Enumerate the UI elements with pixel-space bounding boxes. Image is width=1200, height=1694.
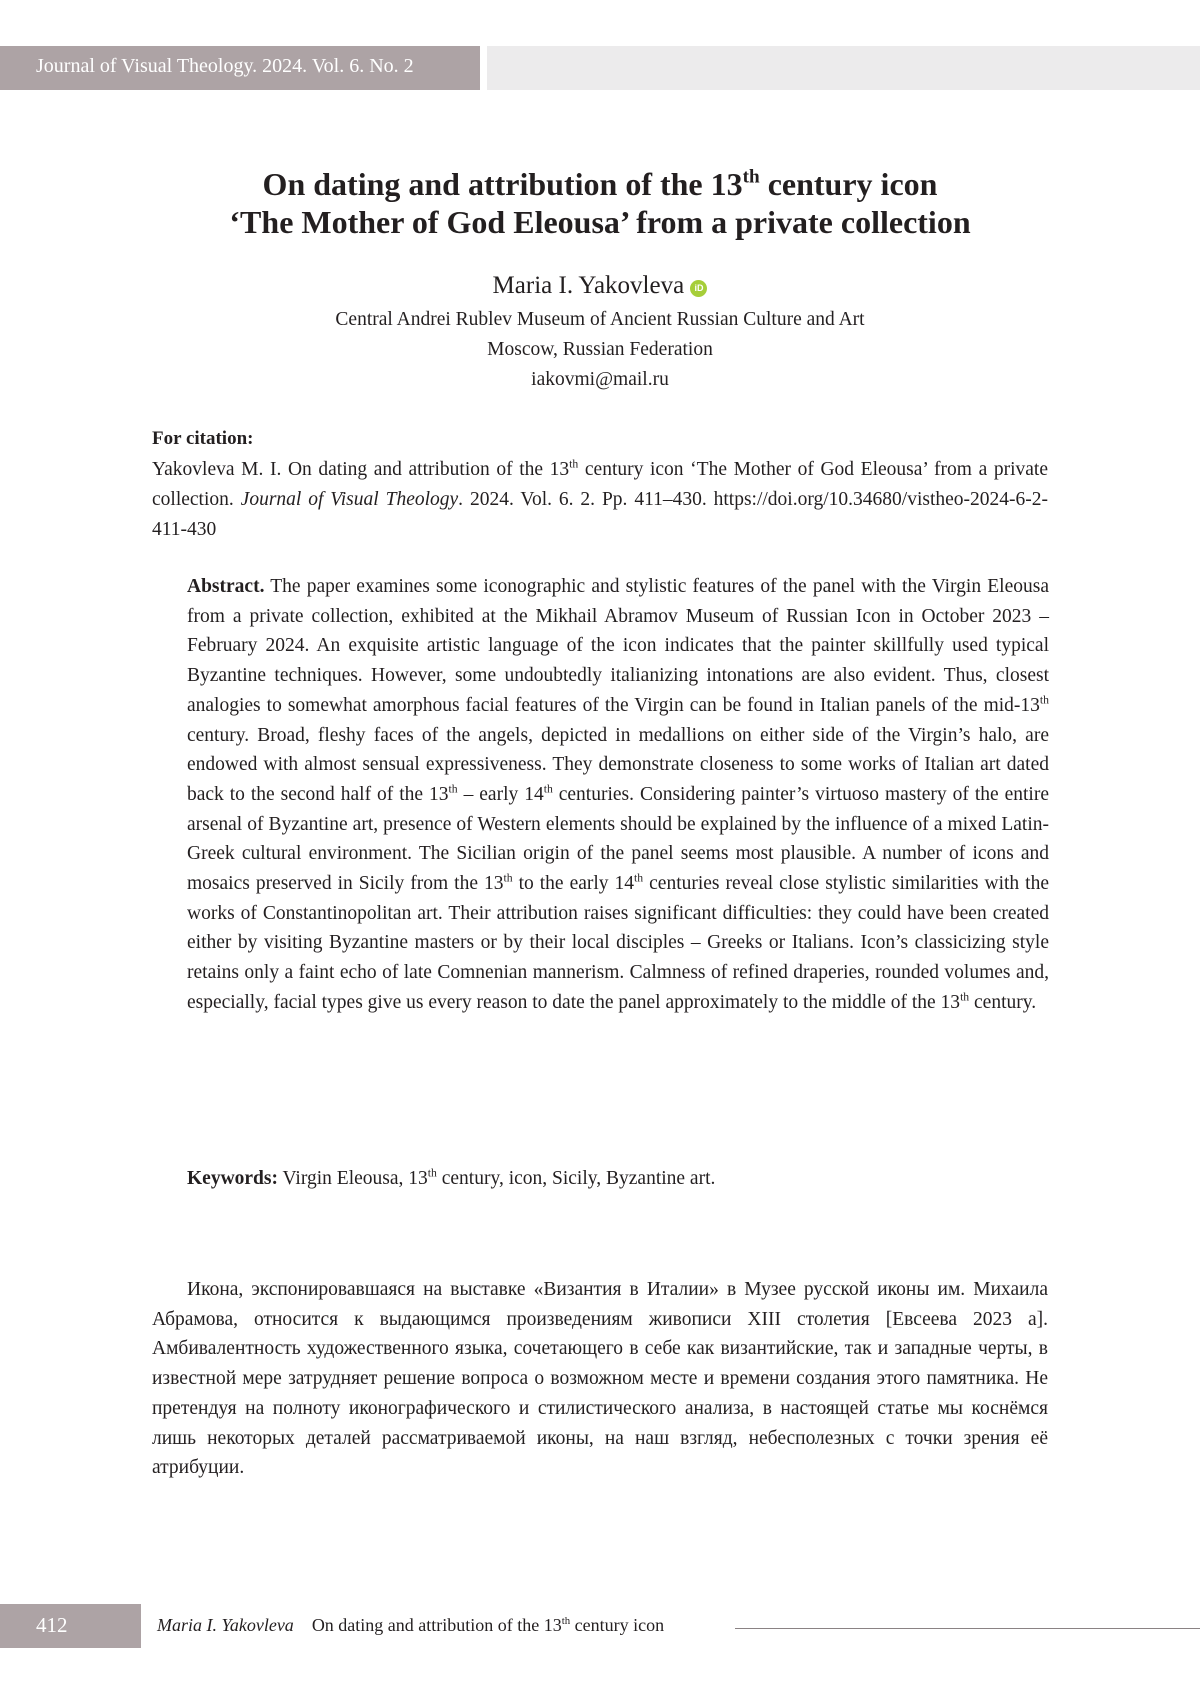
superscript: th xyxy=(544,782,553,795)
superscript: th xyxy=(504,871,513,884)
author-name: Maria I. Yakovleva xyxy=(493,272,685,299)
orcid-icon[interactable]: iD xyxy=(690,280,707,297)
text-segment: . 2024. Vol. 6. 2. Pp. 411–430. https://doi.org/10.34680/vistheo-2024-6-2-411-430 xyxy=(152,489,1048,540)
affiliation-institution: Central Andrei Rublev Museum of Ancient Russian Culture and Art xyxy=(0,309,1200,331)
footer-author: Maria I. Yakovleva xyxy=(157,1615,294,1635)
title-text: On dating and attribution of the 13 xyxy=(263,166,743,202)
label-bold: Abstract. xyxy=(187,576,264,597)
journal-running-header: Journal of Visual Theology. 2024. Vol. 6. No. 2 xyxy=(36,55,414,78)
citation-label: For citation: xyxy=(152,428,254,450)
body-paragraph xyxy=(152,1275,1048,1483)
italic-text: Journal of Visual Theology xyxy=(241,489,459,510)
article-title-line-1 xyxy=(0,166,1200,203)
text-segment: century icon ‘The Mother of God Eleousa’ from a private collection. xyxy=(152,459,1048,510)
superscript: th xyxy=(1040,693,1049,706)
superscript: th xyxy=(428,1166,437,1179)
author-email[interactable]: iakovmi@mail.ru xyxy=(0,369,1200,391)
superscript: th xyxy=(449,782,458,795)
page-number-box xyxy=(0,1604,141,1648)
page-number: 412 xyxy=(36,1613,68,1638)
running-footer xyxy=(157,1615,664,1636)
text-segment: Yakovleva M. I. On dating and attribution of the 13 xyxy=(152,459,569,480)
text-segment: – early 14 xyxy=(458,784,544,805)
running-header-fill xyxy=(487,46,1200,90)
text-segment: centuries. Considering painter’s virtuoso mastery of the entire arsenal of Byzantine art, presence of Western elements should be explained by the influence of a mixed Latin-Greek cultural environment. The Sicilian origin of the panel seems most plausible. A number of icons and mosaics preserved in Sicily from the 13 xyxy=(187,784,1049,894)
article-title-line-2: ‘The Mother of God Eleousa’ from a private collection xyxy=(0,204,1200,241)
text-segment: century. xyxy=(969,992,1036,1013)
label-bold: Keywords: xyxy=(187,1168,278,1189)
text-segment: The paper examines some iconographic and stylistic features of the panel with the Virgin Eleousa from a private collection, exhibited at the Mikhail Abramov Museum of Russian Icon in October 2023 – February 2024. An exquisite artistic language of the icon indicates that the painter skillfully used typical Byzantine techniques. However, some undoubtedly italianizing intonations are also evident. Thus, closest analogies to somewhat amorphous facial features of the Virgin can be found in Italian panels of the mid-13 xyxy=(187,576,1049,716)
keywords xyxy=(187,1168,1049,1190)
author-line xyxy=(0,272,1200,300)
footer-title: century icon xyxy=(570,1615,664,1635)
superscript: th xyxy=(569,457,578,470)
title-text: century icon xyxy=(760,166,938,202)
text-segment: centuries reveal close stylistic similarities with the works of Constantinopolitan art. Their attribution raises significant difficulties: they could have been created either by visiting Byzantine masters or by their local disciples – Greeks or Italians. Icon’s classicizing style retains only a faint echo of late Comnenian mannerism. Calmness of refined draperies, rounded volumes and, especially, facial types give us every reason to date the panel approximately to the middle of the 13 xyxy=(187,873,1049,1013)
superscript: th xyxy=(960,990,969,1003)
text-segment: century, icon, Sicily, Byzantine art. xyxy=(437,1168,716,1189)
affiliation-location: Moscow, Russian Federation xyxy=(0,339,1200,361)
superscript: th xyxy=(634,871,643,884)
text-segment: Икона, экспонировавшаяся на выставке «Византия в Италии» в Музее русской иконы им. Михаила Абрамова, относится к выдающимся произведениям живописи XIII столетия [Евсеева 2023 a]. Амбивалентность художественного языка, сочетающего в себе как византийские, так и западные черты, в известной мере затрудняет решение вопроса о возможном месте и времени создания этого памятника. Не претендуя на полноту иконографического и стилистического анализа, в настоящей статье мы коснёмся лишь некоторых деталей рассматриваемой иконы, на наш взгляд, небесполезных с точки зрения её атрибуции. xyxy=(152,1279,1048,1478)
text-segment: century. Broad, fleshy faces of the angels, depicted in medallions on either side of the Virgin’s halo, are endowed with almost sensual expressiveness. They demonstrate closeness to some works of Italian art dated back to the second half of the 13 xyxy=(187,725,1049,805)
text-segment: Virgin Eleousa, 13 xyxy=(278,1168,428,1189)
footer-title-sup: th xyxy=(562,1615,570,1627)
footer-rule xyxy=(735,1628,1200,1629)
abstract xyxy=(187,572,1049,1018)
title-sup: th xyxy=(743,167,760,188)
text-segment: to the early 14 xyxy=(513,873,634,894)
footer-title: On dating and attribution of the 13 xyxy=(312,1615,562,1635)
citation-text xyxy=(152,455,1048,545)
